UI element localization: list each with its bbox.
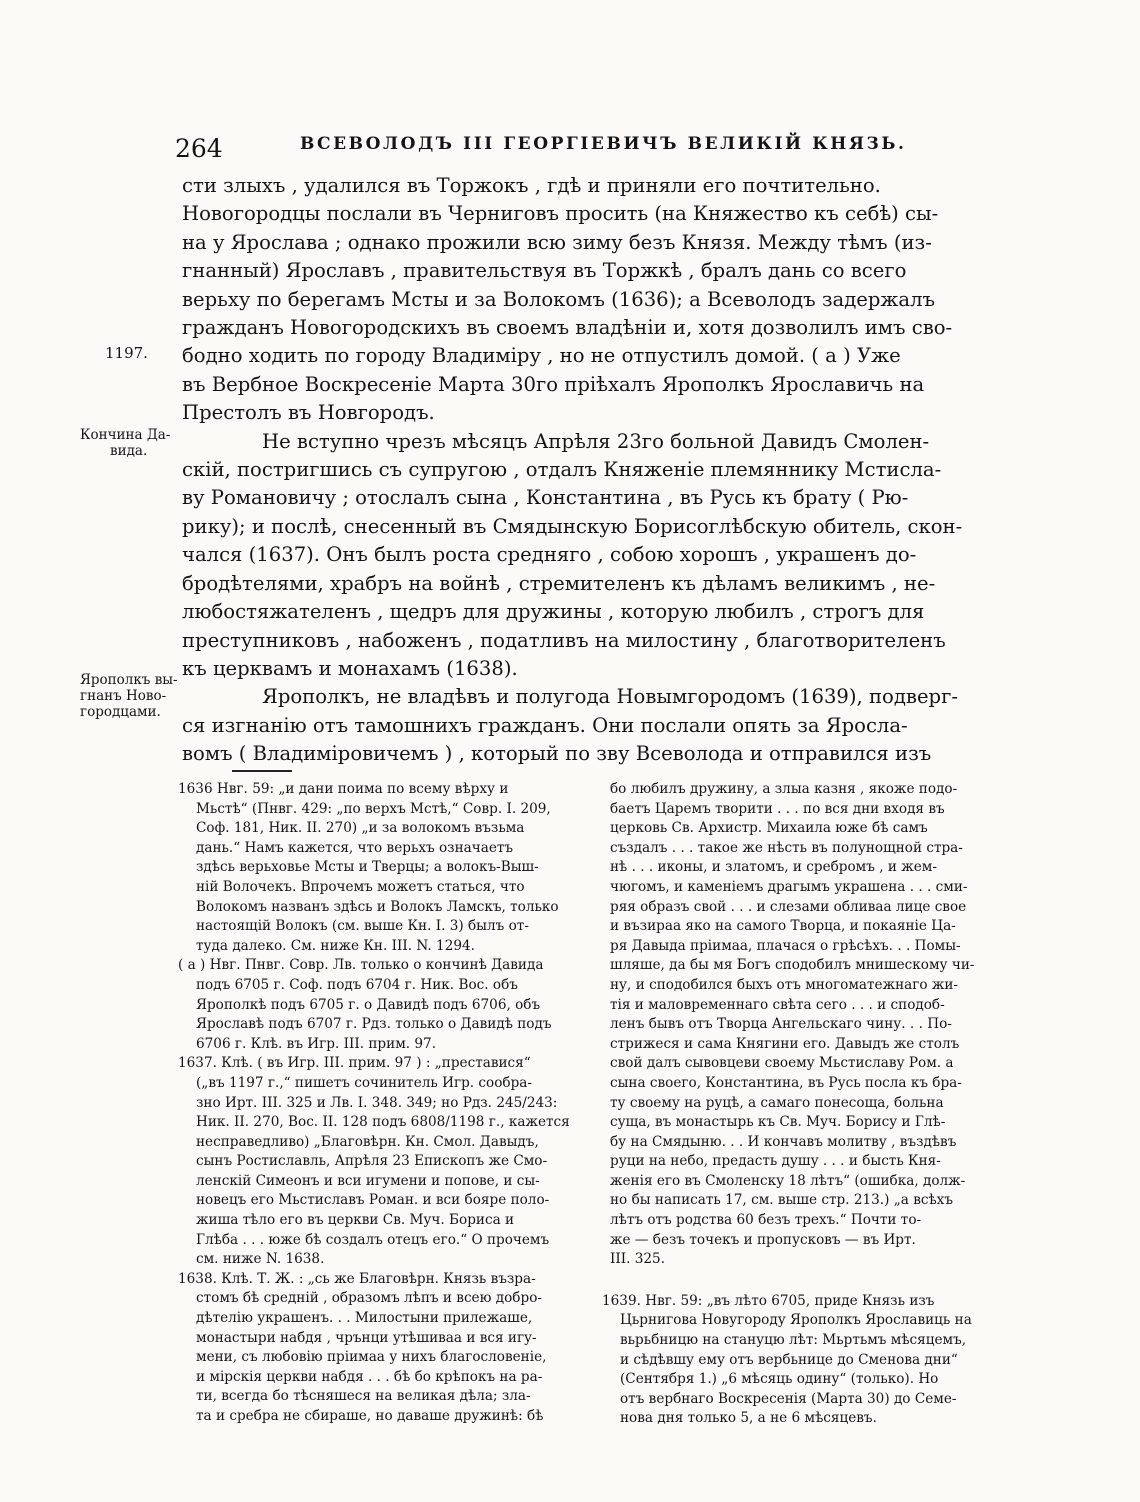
footnote-line: новецъ его Мьстиславъ Роман. и вси бояре поло- <box>196 1192 550 1209</box>
margin-note-line: Кончина Да- <box>80 427 171 443</box>
footnote-line: нова дня только 5, а не 6 мѣсяцевъ. <box>620 1410 877 1427</box>
text-line: Не вступно чрезъ мѣсяцъ Апрѣля 23го больной Давидъ Смолен- <box>262 429 930 453</box>
footnote-a <box>178 956 598 1054</box>
footnote-line: ленъ бывъ отъ Творца Ангельскаго чину. . . По- <box>610 1016 952 1033</box>
footnote-line: бо любилъ дружину, а злыа казня , якоже подо- <box>610 781 958 797</box>
footnote-rule <box>232 770 292 772</box>
footnote-line: ленскій Симеонъ и вси игумени и попове, и сы- <box>196 1172 540 1189</box>
footnote-line: ти, всегда бо тѣсняшеся на великая дѣла; зла- <box>196 1388 531 1405</box>
footnote-line: баетъ Царемъ творити . . . по вся дни входя въ <box>610 800 945 817</box>
footnote-line: монастыри набдя , чрънци утѣшиваа и вся игу- <box>196 1329 537 1346</box>
footnote-line: церковь Св. Архистр. Михаила юже бѣ самъ <box>610 820 928 837</box>
footnote-line: свой далъ сывовцеви своему Мьстиславу Ром. а <box>610 1055 954 1072</box>
footnote-line: ній Волочекъ. Впрочемъ можетъ статься, что <box>196 878 525 895</box>
footnote-1637 <box>178 1054 598 1270</box>
footnote-line: настоящій Волокъ (см. выше Кн. I. 3) былъ от- <box>196 918 529 935</box>
footnote-1639 <box>602 1292 1010 1429</box>
footnote-line: нѣ . . . иконы, и златомъ, и сребромъ , и жем- <box>610 859 937 876</box>
running-title: ВСЕВОЛОДЪ III ГЕОРГІЕВИЧЪ ВЕЛИКІЙ КНЯЗЬ. <box>300 134 907 154</box>
text-line: Новогородцы послали въ Черниговъ просить (на Княжество къ себѣ) сы- <box>182 202 939 226</box>
text-line: гнанный) Ярославъ , правительствуя въ Торжкѣ , бралъ дань со всего <box>182 259 907 283</box>
footnote-line: вьрьбницю на стануцю лѣт: Мьртьмъ мѣсяцемъ, <box>620 1332 967 1349</box>
footnote-line: ту своему на руцѣ, а самаго понесоща, больна <box>610 1094 944 1111</box>
footnote-line: създалъ . . . такое же нѣсть въ полунощной стра- <box>610 839 963 856</box>
footnote-line: туда далеко. См. ниже Кн. III. N. 1294. <box>196 937 475 954</box>
footnote-line: несправедливо) „Благовѣрн. Кн. Смол. Давыдъ, <box>196 1133 539 1150</box>
footnote-line: руци на небо, предасть душу . . . и бысть Кня- <box>610 1153 941 1170</box>
text-line: къ церквамъ и монахамъ (1638). <box>182 656 518 680</box>
text-line: въ Вербное Воскресеніе Марта 30го пріѣхалъ Ярополкъ Ярославичь на <box>182 372 925 396</box>
text-line: бродѣтелями, храбръ на войнѣ , стремителенъ къ дѣламъ великимъ , не- <box>182 571 936 595</box>
text-line: сти злыхъ , удалился въ Торжокъ , гдѣ и приняли его почтительно. <box>182 174 881 197</box>
footnote-line: мени, съ любовію пріимаа у нихъ благословеніе, <box>196 1349 547 1366</box>
margin-note-year: 1197. <box>105 344 148 362</box>
footnote-line: и възираа яко на самого Творца, и покаяніе Ца- <box>610 918 956 935</box>
footnote-line: женія его въ Смоленску 18 лѣтъ“ (ошибка, долж- <box>610 1172 966 1189</box>
footnote-line: же — безъ точекъ и пропусковъ — въ Ирт. <box>610 1231 916 1248</box>
footnote-line: Ник. II. 270, Вос. II. 128 подъ 6808/1198 г., кажется <box>196 1114 570 1131</box>
footnote-line: Цьрнигова Новугороду Ярополкъ Ярославиць на <box>620 1312 972 1329</box>
footnote-line: но бы написать 17, см. выше стр. 213.) „а всѣхъ <box>610 1192 953 1209</box>
text-line: верьху по берегамъ Мсты и за Волокомъ (1636); а Всеволодъ задержалъ <box>182 287 936 311</box>
margin-note-yaropolk <box>80 672 178 720</box>
footnote-line: стомъ бѣ среднiй , образомъ лѣпъ и всею добро- <box>196 1290 542 1307</box>
paragraph-1 <box>182 172 994 428</box>
text-line: скій, постригшись съ супругою , отдалъ Княженіе племяннику Мстисла- <box>182 458 942 482</box>
footnote-line: и сѣдѣвшу ему отъ вербьнице до Сменова дни“ <box>620 1351 958 1368</box>
footnote-line: стрижеся и сама Княгини его. Давыдъ же столъ <box>610 1035 960 1052</box>
margin-note-line: городцами. <box>80 704 161 720</box>
text-line: на у Ярослава ; однако прожили всю зиму безъ Князя. Между тѣмъ (из- <box>182 230 932 254</box>
footnote-line: см. ниже N. 1638. <box>196 1251 325 1268</box>
footnotes-left-column <box>178 780 598 1427</box>
footnote-line: Глѣба . . . юже бѣ создалъ отецъ его.“ О прочемъ <box>196 1231 550 1248</box>
footnote-line: здѣсь верьховье Мсты и Тверцы; а волокъ-Выш- <box>196 859 539 876</box>
margin-note-line: Ярополкъ вы- <box>80 672 178 688</box>
paragraph-3 <box>182 683 994 768</box>
margin-note-line: вида. <box>110 443 148 459</box>
footnote-line: дань.“ Намъ кажется, что верьхъ означаетъ <box>196 839 514 856</box>
footnote-line: ( а ) Нвг. Пнвг. Совр. Лв. только о кончинѣ Давида <box>178 957 544 974</box>
footnote-1638-continued <box>610 780 1010 1270</box>
text-line: Ярополкъ, не владѣвъ и полугода Новымгородомъ (1639), подверг- <box>262 685 958 709</box>
footnote-line: и мірскія церкви набдя . . . бѣ бо крѣпокъ на ра- <box>196 1368 543 1385</box>
footnote-line: сынъ Ростиславль, Апрѣля 23 Епископъ же Смо- <box>196 1153 548 1170</box>
footnote-line: 1639. Нвг. 59: „въ лѣто 6705, приде Князь изъ <box>602 1292 935 1309</box>
footnote-1636 <box>178 780 598 956</box>
text-line: ся изгнанію отъ тамошнихъ гражданъ. Они послали опять за Яросла- <box>182 713 908 737</box>
text-line: ву Романовичу ; отослалъ сына , Константина , въ Русь къ брату ( Рю- <box>182 486 909 510</box>
footnote-line: 1636 Нвг. 59: „и дани поима по всему вѣрху и <box>178 781 509 797</box>
footnote-line: отъ вербнаго Воскресенія (Марта 30) до Семе- <box>620 1390 957 1407</box>
footnote-line: тія и маловременнаго свѣта сего . . . и сподоб- <box>610 996 945 1013</box>
text-line: вомъ ( Владиміровичемъ ) , который по зву Всеволода и отправился изъ <box>182 742 932 766</box>
footnote-line: шляше, да бы мя Богъ сподобилъ мнишескому чи- <box>610 957 975 974</box>
page-number: 264 <box>175 134 223 163</box>
main-text <box>182 172 994 769</box>
text-line: рику); и послѣ, снесенный въ Смядынскую Борисоглѣбскую обитель, скон- <box>182 514 963 538</box>
footnote-line: суща, въ монастырь къ Св. Муч. Борису и Глѣ- <box>610 1114 946 1131</box>
footnote-line: 1638. Клѣ. Т. Ж. : „сь же Благовѣрн. Князь възра- <box>178 1270 536 1287</box>
footnote-line: дѣтелію украшенъ. . . Милостыни прилежаше, <box>196 1310 533 1327</box>
footnote-line: лѣтъ отъ родства 60 безъ трехъ.“ Почти то- <box>610 1212 922 1229</box>
footnote-line: III. 325. <box>610 1251 666 1268</box>
text-line: гражданъ Новогородскихъ въ своемъ владѣніи и, хотя дозволилъ имъ сво- <box>182 316 953 340</box>
footnote-line: Ярополкѣ подъ 6705 г. о Давидѣ подъ 6706, объ <box>196 996 541 1013</box>
footnotes-right-column <box>602 780 1010 1429</box>
footnote-1638 <box>178 1270 598 1427</box>
footnote-line: 6706 г. Клѣ. въ Игр. III. прим. 97. <box>196 1035 437 1052</box>
footnote-line: та и сребра не сбираше, но даваше дружинѣ: бѣ <box>196 1408 544 1424</box>
footnote-line: ря Давыда пріимаа, плачася о грѣсѣхъ. . . Помы- <box>610 937 961 954</box>
text-line: преступниковъ , набоженъ , податливъ на милостину , благотворителенъ <box>182 628 946 652</box>
footnote-line: жиша тѣло его въ церкви Св. Муч. Бориса и <box>196 1212 515 1229</box>
footnote-line: сына своего, Константина, въ Русь посла къ бра- <box>610 1074 962 1091</box>
footnote-line: Волокомъ названъ здѣсь и Волокъ Ламскъ, только <box>196 898 559 915</box>
footnote-line: бу на Смядыню. . . И кончавъ молитву , въздѣвъ <box>610 1133 957 1150</box>
footnote-line: („въ 1197 г.,“ пишетъ сочинитель Игр. сообра- <box>196 1074 532 1091</box>
margin-note-david <box>80 427 170 459</box>
footnote-line: ряя образъ свой . . . и слезами обливаа лице свое <box>610 898 967 915</box>
footnote-line: Мьстѣ“ (Пнвг. 429: „по верхъ Мстѣ,“ Совр. I. 209, <box>196 800 551 817</box>
footnote-line: зно Ирт. III. 325 и Лв. I. 348. 349; но Рдз. 245/243: <box>196 1094 558 1111</box>
text-line: любостяжателенъ , щедръ для дружины , которую любилъ , строгъ для <box>182 600 925 624</box>
footnote-line: 1637. Клѣ. ( въ Игр. III. прим. 97 ) : „преставися“ <box>178 1055 531 1072</box>
footnote-line: (Сентября 1.) „6 мѣсяць одину“ (только). Но <box>620 1371 939 1388</box>
footnote-line: Ярославѣ подъ 6707 г. Рдз. только о Давидѣ подъ <box>196 1016 552 1033</box>
text-line: чался (1637). Онъ былъ роста средняго , собою хорошъ , украшенъ до- <box>182 543 917 567</box>
footnote-line: ну, и сподобился быхъ отъ многоматежнаго жи- <box>610 976 959 993</box>
footnote-line: чюгомъ, и каменіемъ драгымъ украшена . . . сми- <box>610 878 968 895</box>
paragraph-2 <box>182 428 994 684</box>
margin-note-line: гнанъ Ново- <box>80 688 167 704</box>
footnote-line: подъ 6705 г. Соф. подъ 6704 г. Ник. Вос. объ <box>196 976 518 993</box>
text-line: бодно ходить по городу Владиміру , но не отпустилъ домой. ( а ) Уже <box>182 344 901 368</box>
text-line: Престолъ въ Новгородъ. <box>182 401 435 425</box>
footnote-line: Соф. 181, Ник. II. 270) „и за волокомъ възьма <box>196 820 525 837</box>
